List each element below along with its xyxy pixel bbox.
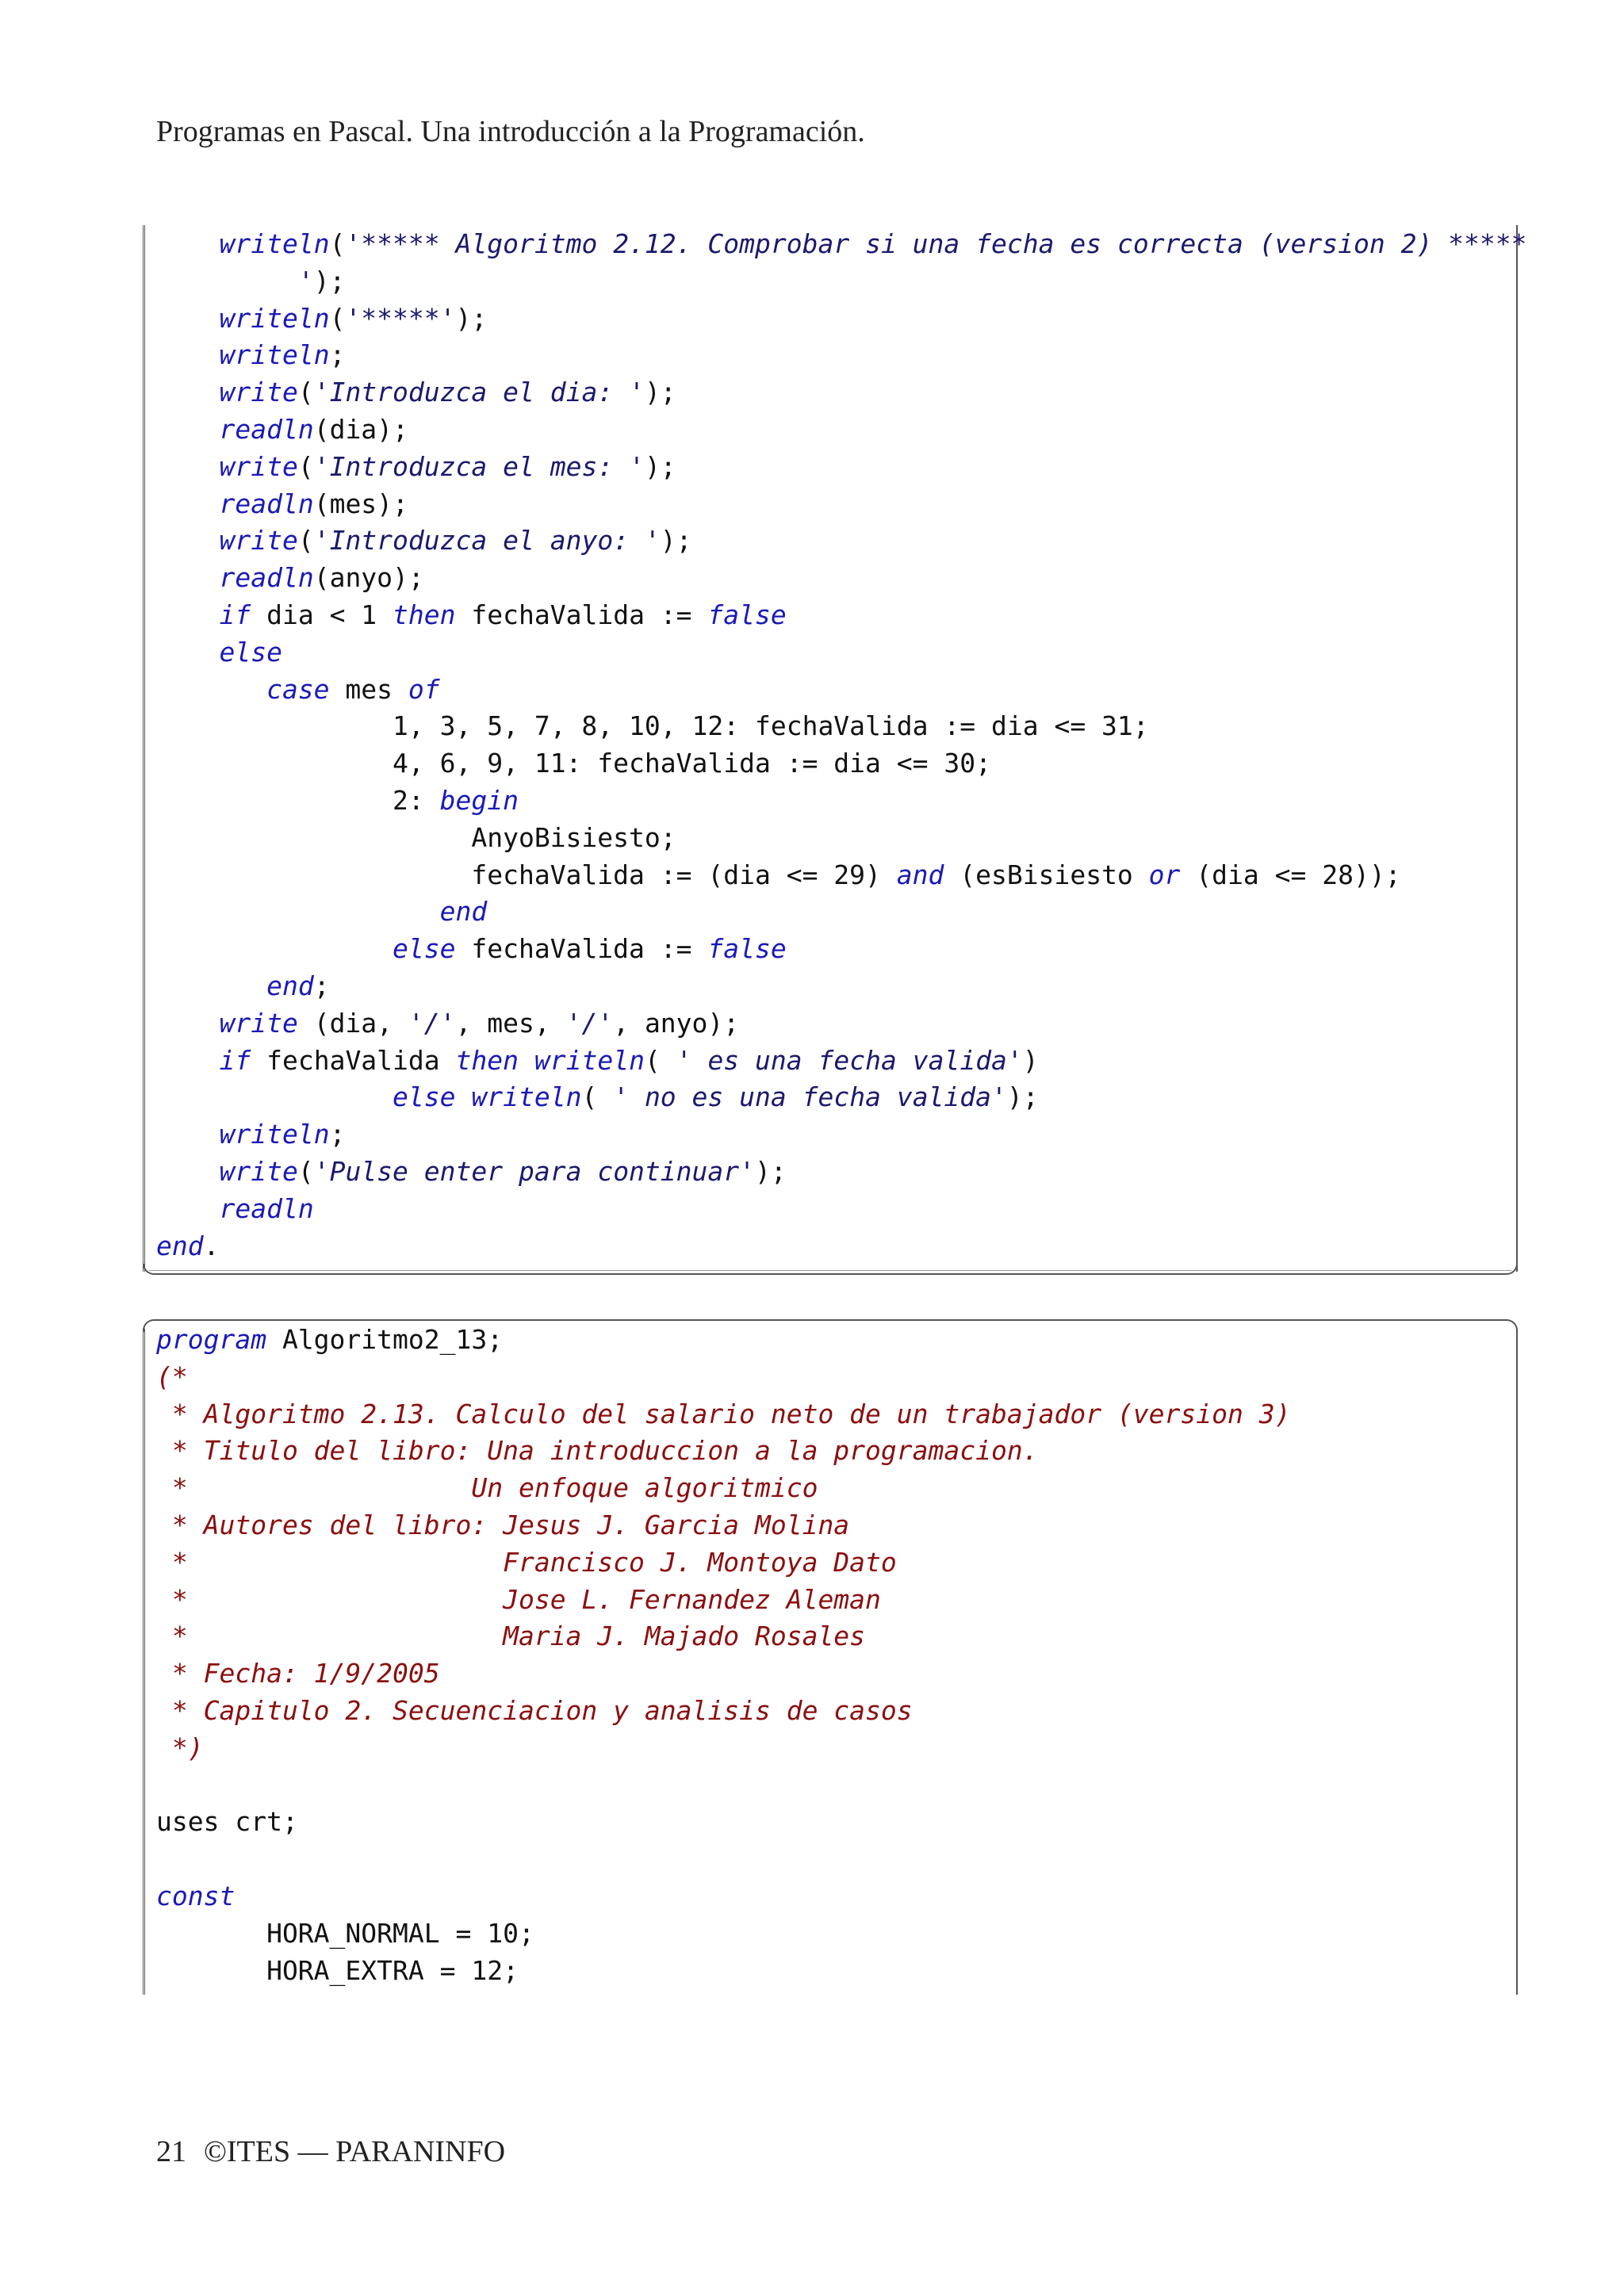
code-line — [156, 967, 1518, 1004]
code-text: 4, 6, 9, 11: fechaValida := dia <= 30; — [156, 748, 991, 779]
code-text: , anyo); — [613, 1007, 740, 1039]
code-keyword: readln — [219, 562, 314, 594]
code-line — [156, 1544, 1518, 1581]
code-text — [156, 1156, 219, 1187]
publisher-credit: ©ITES — PARANINFO — [204, 2135, 506, 2168]
code-text: , mes, — [455, 1007, 566, 1039]
code-text: (dia, — [297, 1007, 408, 1039]
code-comment: * Autores del libro: Jesus J. Garcia Molina — [156, 1510, 850, 1540]
code-text: fechaValida := — [455, 599, 708, 630]
page-footer — [156, 2134, 505, 2169]
code-keyword: case — [266, 673, 330, 705]
code-string: ' es una fecha valida' — [676, 1044, 1023, 1076]
code-comment: * Jose L. Fernandez Aleman — [156, 1583, 881, 1615]
listing-bottom-border — [143, 1264, 1518, 1275]
code-keyword: end — [156, 1230, 204, 1261]
code-line — [156, 707, 1518, 744]
code-text: fechaValida := (dia <= 29) — [156, 859, 897, 890]
code-text — [156, 637, 219, 668]
code-line — [156, 1581, 1518, 1618]
code-line — [156, 1227, 1518, 1265]
code-keyword: writeln — [219, 1119, 330, 1150]
code-line — [156, 411, 1518, 448]
code-keyword: readln — [219, 488, 314, 519]
code-line — [156, 1042, 1518, 1079]
code-keyword: write — [219, 1007, 298, 1039]
code-line — [156, 225, 1527, 262]
code-text — [156, 266, 298, 297]
code-text — [519, 1045, 534, 1076]
code-text: ; — [329, 339, 346, 371]
code-text — [156, 562, 219, 593]
code-line — [156, 1432, 1518, 1469]
code-line — [156, 336, 1518, 373]
code-keyword: write — [219, 525, 298, 557]
listing-left-border — [143, 1329, 145, 1995]
code-text: 2: — [156, 785, 440, 816]
code-text: mes — [329, 673, 408, 705]
code-line — [156, 1840, 1518, 1877]
code-line — [156, 1506, 1518, 1544]
code-text: ); — [455, 302, 488, 334]
code-text: ); — [755, 1156, 787, 1187]
code-text: ( — [297, 450, 314, 482]
code-line — [156, 1617, 1518, 1655]
code-line — [156, 1395, 1518, 1433]
code-text: ); — [660, 525, 692, 557]
code-text: dia < 1 — [251, 599, 393, 630]
code-line — [156, 448, 1518, 485]
code-string: '*****' — [345, 302, 456, 334]
code-comment: * Francisco J. Montoya Dato — [156, 1546, 897, 1578]
code-keyword: readln — [219, 1192, 314, 1224]
code-line — [156, 1153, 1518, 1190]
code-text: AnyoBisiesto; — [156, 821, 676, 853]
code-text: (esBisiesto — [944, 859, 1149, 890]
code-keyword: writeln — [534, 1044, 645, 1076]
code-line — [156, 782, 1518, 819]
code-string: 'Introduzca el dia: ' — [313, 377, 645, 408]
code-line — [156, 744, 1518, 782]
code-text: Algoritmo2_13; — [266, 1324, 504, 1355]
code-line — [156, 1952, 1518, 1989]
code-text: ( — [297, 1156, 314, 1187]
code-text: HORA_NORMAL = 10; — [156, 1917, 534, 1949]
code-text — [156, 488, 219, 519]
code-line — [156, 1115, 1518, 1153]
code-comment: * Titulo del libro: Una introduccion a la programacion. — [156, 1435, 1039, 1467]
code-keyword: else — [219, 636, 282, 668]
code-line — [156, 485, 1518, 522]
code-keyword: if — [219, 1044, 251, 1076]
code-text: 1, 3, 5, 7, 8, 10, 12: fechaValida := dia <= 31; — [156, 710, 1149, 742]
listing-left-border — [143, 225, 145, 1272]
code-line — [156, 1358, 1518, 1395]
code-text — [156, 451, 219, 482]
code-keyword: readln — [219, 414, 314, 445]
code-text: ); — [644, 450, 676, 482]
code-text — [156, 1119, 219, 1150]
code-text — [156, 303, 219, 334]
code-text — [456, 1081, 472, 1112]
code-text: ( — [329, 228, 346, 259]
code-line — [156, 930, 1518, 967]
code-keyword: writeln — [219, 228, 330, 259]
code-text — [156, 970, 266, 1001]
code-keyword: program — [156, 1324, 267, 1355]
code-line — [156, 1469, 1518, 1506]
code-keyword: or — [1148, 859, 1181, 890]
code-keyword: then — [393, 599, 456, 630]
code-line — [156, 819, 1518, 856]
code-string: '***** Algoritmo 2.12. Comprobar si una fecha es correcta (version 2) ***** — [345, 228, 1527, 259]
code-line — [156, 1877, 1518, 1915]
code-text: ); — [644, 377, 676, 408]
code-string: 'Introduzca el anyo: ' — [313, 525, 661, 557]
code-comment: * Maria J. Majado Rosales — [156, 1621, 866, 1652]
code-text — [156, 228, 219, 259]
code-line — [156, 373, 1518, 411]
code-line — [156, 1915, 1518, 1952]
code-keyword: write — [219, 450, 298, 482]
code-line — [156, 1078, 1518, 1115]
code-string: 'Pulse enter para continuar' — [313, 1156, 755, 1187]
code-text — [156, 1193, 219, 1224]
code-text: ( — [581, 1081, 614, 1113]
code-string: '/' — [408, 1007, 456, 1039]
code-line — [156, 671, 1518, 708]
code-keyword: if — [219, 599, 251, 630]
code-keyword: writeln — [471, 1081, 582, 1113]
code-line — [156, 1004, 1518, 1042]
page-number: 21 — [156, 2135, 186, 2168]
code-line — [156, 1692, 1518, 1729]
code-text: (dia); — [313, 414, 408, 445]
code-string: ' no es una fecha valida' — [613, 1081, 1007, 1113]
code-keyword: then — [455, 1044, 519, 1076]
code-line — [156, 1766, 1518, 1804]
code-line — [156, 893, 1518, 930]
code-listing-algoritmo-2-12 — [143, 225, 1527, 1280]
code-keyword: end — [439, 896, 488, 928]
code-string: 'Introduzca el mes: ' — [313, 450, 645, 482]
code-keyword: writeln — [219, 302, 330, 334]
code-text — [156, 896, 440, 927]
code-keyword: end — [266, 970, 314, 1001]
code-text — [156, 1008, 219, 1039]
code-text — [156, 674, 266, 705]
code-keyword: write — [219, 377, 298, 408]
code-text: ); — [313, 265, 346, 297]
code-text — [156, 525, 219, 556]
code-text: ( — [297, 525, 314, 557]
code-string: '/' — [565, 1007, 614, 1039]
code-text: ; — [313, 970, 330, 1001]
code-comment: (* — [156, 1360, 188, 1392]
code-keyword: and — [896, 859, 944, 890]
code-text — [156, 1081, 393, 1112]
code-line — [156, 559, 1518, 596]
code-keyword: else — [393, 1081, 456, 1113]
code-keyword: of — [408, 673, 440, 705]
code-text — [156, 377, 219, 408]
code-comment: * Fecha: 1/9/2005 — [156, 1658, 440, 1689]
code-text: ( — [297, 377, 314, 408]
code-text: uses crt; — [156, 1806, 298, 1838]
code-line — [156, 596, 1518, 633]
code-keyword: false — [707, 933, 787, 965]
code-text: fechaValida — [251, 1044, 456, 1076]
code-text: (anyo); — [313, 562, 424, 594]
code-text: (mes); — [313, 488, 408, 519]
code-text — [156, 339, 219, 370]
code-text: ) — [1022, 1044, 1039, 1076]
code-comment: * Un enfoque algoritmico — [156, 1472, 818, 1504]
code-text: fechaValida := — [455, 933, 708, 965]
code-listing-algoritmo-2-13 — [143, 1319, 1518, 1993]
code-keyword: writeln — [219, 339, 330, 371]
code-text: ; — [329, 1119, 346, 1150]
code-line — [156, 1321, 1518, 1358]
code-text: (dia <= 28)); — [1180, 859, 1401, 890]
code-comment: *) — [156, 1732, 204, 1763]
code-keyword: false — [707, 599, 787, 630]
code-text: ( — [644, 1044, 676, 1076]
code-text — [156, 933, 393, 964]
code-keyword: else — [393, 933, 456, 965]
code-line — [156, 300, 1518, 337]
code-keyword: const — [156, 1881, 236, 1911]
code-text: HORA_EXTRA = 12; — [156, 1954, 519, 1986]
code-text: ); — [1006, 1081, 1039, 1113]
code-line — [156, 1729, 1518, 1766]
code-line — [156, 1190, 1518, 1227]
code-text — [156, 599, 219, 630]
code-line — [156, 262, 1518, 300]
code-line — [156, 522, 1518, 559]
code-keyword: write — [219, 1156, 298, 1187]
code-line — [156, 1655, 1518, 1692]
code-comment: * Capitulo 2. Secuenciacion y analisis de casos — [156, 1695, 913, 1726]
code-line — [156, 633, 1518, 671]
code-comment: * Algoritmo 2.13. Calculo del salario neto de un trabajador (version 3) — [156, 1398, 1291, 1429]
code-line — [156, 856, 1518, 894]
code-text — [156, 414, 219, 445]
code-text: ( — [329, 302, 346, 334]
running-title: Programas en Pascal. Una introducción a la Programación. — [156, 115, 865, 148]
code-keyword: begin — [439, 785, 519, 816]
code-text — [156, 1045, 219, 1076]
code-line — [156, 1803, 1518, 1840]
code-string: ' — [297, 265, 314, 297]
code-text: . — [203, 1230, 220, 1261]
